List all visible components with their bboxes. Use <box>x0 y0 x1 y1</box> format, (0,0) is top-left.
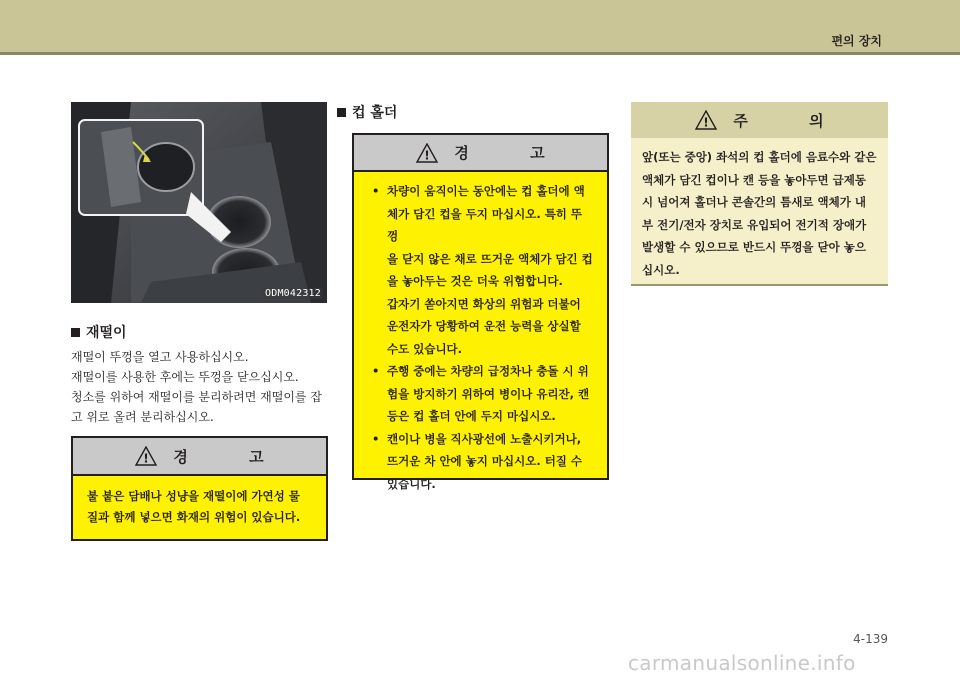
ashtray-line: 재떨이를 사용한 후에는 뚜껑을 닫으십시오. <box>71 370 299 384</box>
square-bullet-icon <box>71 328 80 337</box>
warning-triangle-icon <box>416 143 438 163</box>
warning-line: 뜨거운 차 안에 놓지 마십시오. 터질 수 <box>387 454 583 468</box>
caution-bottom-rule <box>631 284 888 286</box>
warning-line: 불 붙은 담배나 성냥을 재떨이에 가연성 물 <box>87 489 300 503</box>
ashtray-line: 청소를 위하여 재떨이를 분리하려면 재떨이를 잡 <box>71 390 322 404</box>
warning-line: • 캔이나 병을 직사광선에 노출시키거나, <box>387 431 582 446</box>
warning-header <box>73 438 326 476</box>
caution-line: 십시오. <box>642 262 680 277</box>
svg-text:!: ! <box>703 115 710 130</box>
caution-line: 부 전기/전자 장치로 유입되어 전기적 장애가 <box>642 217 867 232</box>
ashtray-heading-text: 재떨이 <box>86 325 127 341</box>
warning-triangle-icon <box>135 446 157 466</box>
cupholder-heading <box>337 102 397 122</box>
warning-line: 운전자가 당황하여 운전 능력을 상실할 <box>387 319 581 333</box>
svg-text:!: ! <box>424 148 431 162</box>
caution-body <box>631 138 888 289</box>
cupholder-photo <box>71 102 327 303</box>
warning-title: 경 고 <box>173 447 292 466</box>
warning-line: 질과 함께 넣으면 화재의 위험이 있습니다. <box>87 510 301 524</box>
warning-header <box>354 135 607 172</box>
caution-line: 발생할 수 있으므로 반드시 뚜껑을 닫아 놓으 <box>642 240 866 254</box>
caution-line: 시 넘어져 홀더나 콘솔간의 틈새로 액체가 내 <box>642 195 866 209</box>
caution-line: 액체가 담긴 컵이나 캔 등을 놓아두면 급제동 <box>642 172 866 187</box>
header-bar <box>0 0 960 52</box>
warning-line: 있습니다. <box>387 476 436 491</box>
warning-item <box>368 360 593 428</box>
section-title: 편의 장치 <box>831 34 882 48</box>
warning-line: 을 닫지 않은 채로 뜨거운 액체가 담긴 컵 <box>387 251 593 266</box>
warning-line: 등은 컵 홀더 안에 두지 마십시오. <box>387 409 556 423</box>
warning-line: 을 놓아두는 것은 더욱 위험합니다. <box>387 274 563 288</box>
warning-title: 경 고 <box>454 144 573 162</box>
warning-line: 수도 있습니다. <box>387 341 463 356</box>
warning-line: 갑자기 쏟아지면 화상의 위험과 더불어 <box>387 296 581 311</box>
warning-line: • 차량이 움직이는 동안에는 컵 홀더에 액 <box>387 184 585 198</box>
warning-line: • 주행 중에는 차량의 급정차나 충돌 시 위 <box>387 364 589 378</box>
ashtray-description <box>71 347 333 427</box>
ashtray-warning-box <box>71 436 328 541</box>
photo-code: ODM042312 <box>265 288 321 299</box>
ashtray-line: 고 위로 올려 분리하십시오. <box>71 410 214 424</box>
ashtray-line: 재떨이 뚜껑을 열고 사용하십시오. <box>71 350 249 364</box>
page-number: 4-139 <box>853 632 888 646</box>
warning-list <box>368 180 593 495</box>
watermark: carmanualsonline.info <box>628 651 856 675</box>
console-illustration <box>71 102 327 303</box>
caution-title: 주 의 <box>733 111 852 130</box>
warning-body <box>73 476 326 538</box>
warning-triangle-icon <box>695 110 717 130</box>
cupholder-heading-text: 컵 홀더 <box>352 105 398 121</box>
caution-header <box>631 102 888 138</box>
warning-line: 체가 담긴 컵을 두지 마십시오. 특히 뚜껑 <box>387 206 583 243</box>
ashtray-heading <box>71 322 127 342</box>
cupholder-warning-box <box>352 133 609 491</box>
square-bullet-icon <box>337 108 346 117</box>
caution-line: 앞(또는 중앙) 좌석의 컵 홀더에 음료수와 같은 <box>642 150 877 164</box>
svg-text:!: ! <box>143 451 150 466</box>
warning-body <box>354 172 607 495</box>
warning-item <box>368 428 593 496</box>
warning-item <box>368 180 593 360</box>
header-divider <box>0 52 960 55</box>
warning-line: 험을 방지하기 위하여 병이나 유리잔, 캔 <box>387 386 590 401</box>
caution-box <box>631 102 888 284</box>
